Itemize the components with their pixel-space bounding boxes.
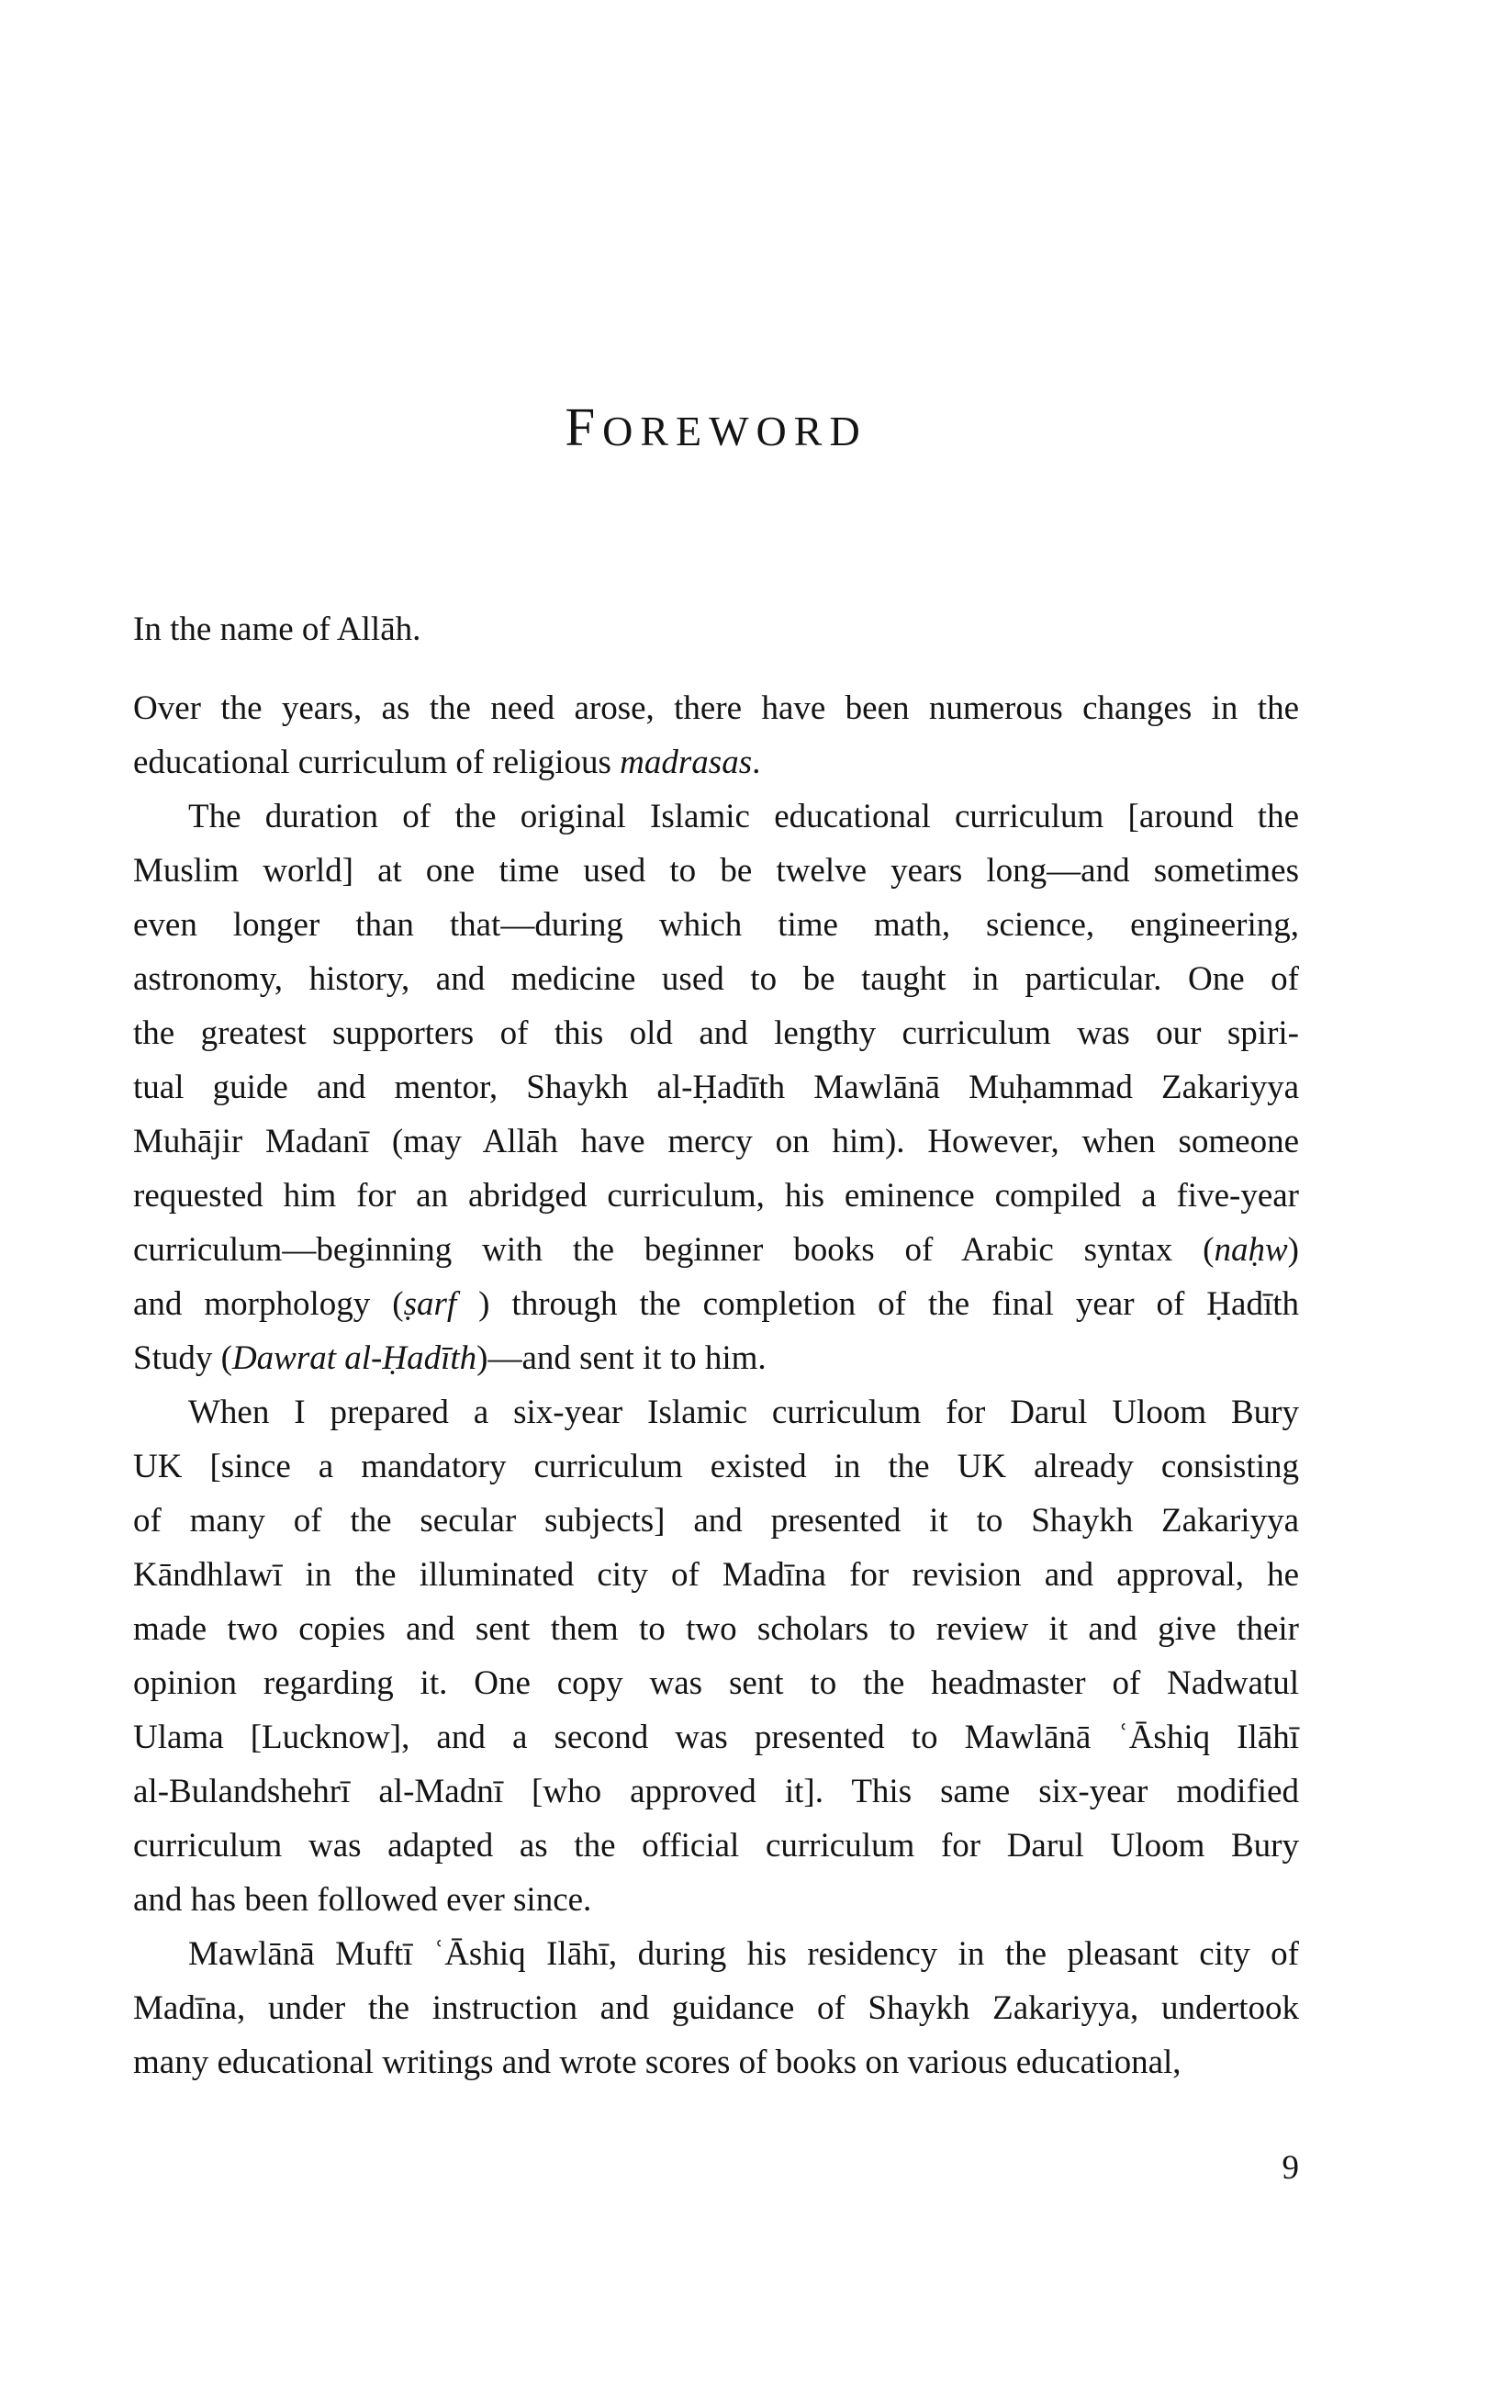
text-line: UK [since a mandatory curriculum existed in the UK already consisting: [133, 1448, 1299, 1485]
text-line: educational curriculum of religious madrasas.: [133, 744, 761, 781]
page-title: FOREWORD: [565, 397, 868, 457]
text-line: and has been followed ever since.: [133, 1881, 592, 1919]
text-line: Over the years, as the need arose, there have been numerous changes in the: [133, 689, 1299, 727]
page-number: 9: [1282, 2149, 1299, 2187]
text-line: curriculum—beginning with the beginner books of Arabic syntax (naḥw): [133, 1231, 1299, 1269]
text-line: Muslim world] at one time used to be twelve years long—and sometimes: [133, 852, 1299, 890]
paragraph: [133, 681, 1299, 790]
text-line: many educational writings and wrote scores of books on various educational,: [133, 2044, 1182, 2081]
text-line: and morphology (ṣarf ) through the completion of the final year of Ḥadīth: [133, 1285, 1300, 1323]
body-text: [133, 602, 1299, 2089]
paragraph: [133, 790, 1299, 1385]
text-line: Madīna, under the instruction and guidance of Shaykh Zakariyya, undertook: [133, 1989, 1299, 2027]
paragraph: [133, 1385, 1299, 1927]
text-line: Mawlānā Muftī ʿĀshiq Ilāhī, during his residency in the pleasant city of: [188, 1935, 1299, 1973]
text-line: Kāndhlawī in the illuminated city of Madīna for revision and approval, he: [133, 1556, 1299, 1594]
paragraph: [133, 1927, 1299, 2089]
text-line: When I prepared a six-year Islamic curriculum for Darul Uloom Bury: [188, 1394, 1299, 1431]
text-line: Study (Dawrat al-Ḥadīth)—and sent it to him.: [133, 1339, 767, 1377]
text-line: opinion regarding it. One copy was sent to the headmaster of Nadwatul: [133, 1664, 1299, 1702]
paragraph: [133, 602, 1299, 656]
text-line: curriculum was adapted as the official curriculum for Darul Uloom Bury: [133, 1827, 1299, 1865]
text-line: astronomy, history, and medicine used to be taught in particular. One of: [133, 960, 1299, 998]
text-line: even longer than that—during which time math, science, engineering,: [133, 906, 1299, 944]
text-line: Muhājir Madanī (may Allāh have mercy on him). However, when someone: [133, 1123, 1299, 1160]
text-line: The duration of the original Islamic educational curriculum [around the: [188, 798, 1299, 835]
text-line: the greatest supporters of this old and lengthy curriculum was our spiri-: [133, 1014, 1299, 1052]
text-line: made two copies and sent them to two scholars to review it and give their: [133, 1610, 1299, 1648]
text-line: requested him for an abridged curriculum, his eminence compiled a five-year: [133, 1177, 1299, 1215]
text-line: In the name of Allāh.: [133, 610, 421, 648]
text-line: Ulama [Lucknow], and a second was presented to Mawlānā ʿĀshiq Ilāhī: [133, 1719, 1299, 1756]
text-line: al-Bulandshehrī al-Madnī [who approved it]. This same six-year modified: [133, 1773, 1299, 1810]
text-line: tual guide and mentor, Shaykh al-Ḥadīth Mawlānā Muḥammad Zakariyya: [133, 1069, 1299, 1106]
text-line: of many of the secular subjects] and presented it to Shaykh Zakariyya: [133, 1502, 1299, 1540]
